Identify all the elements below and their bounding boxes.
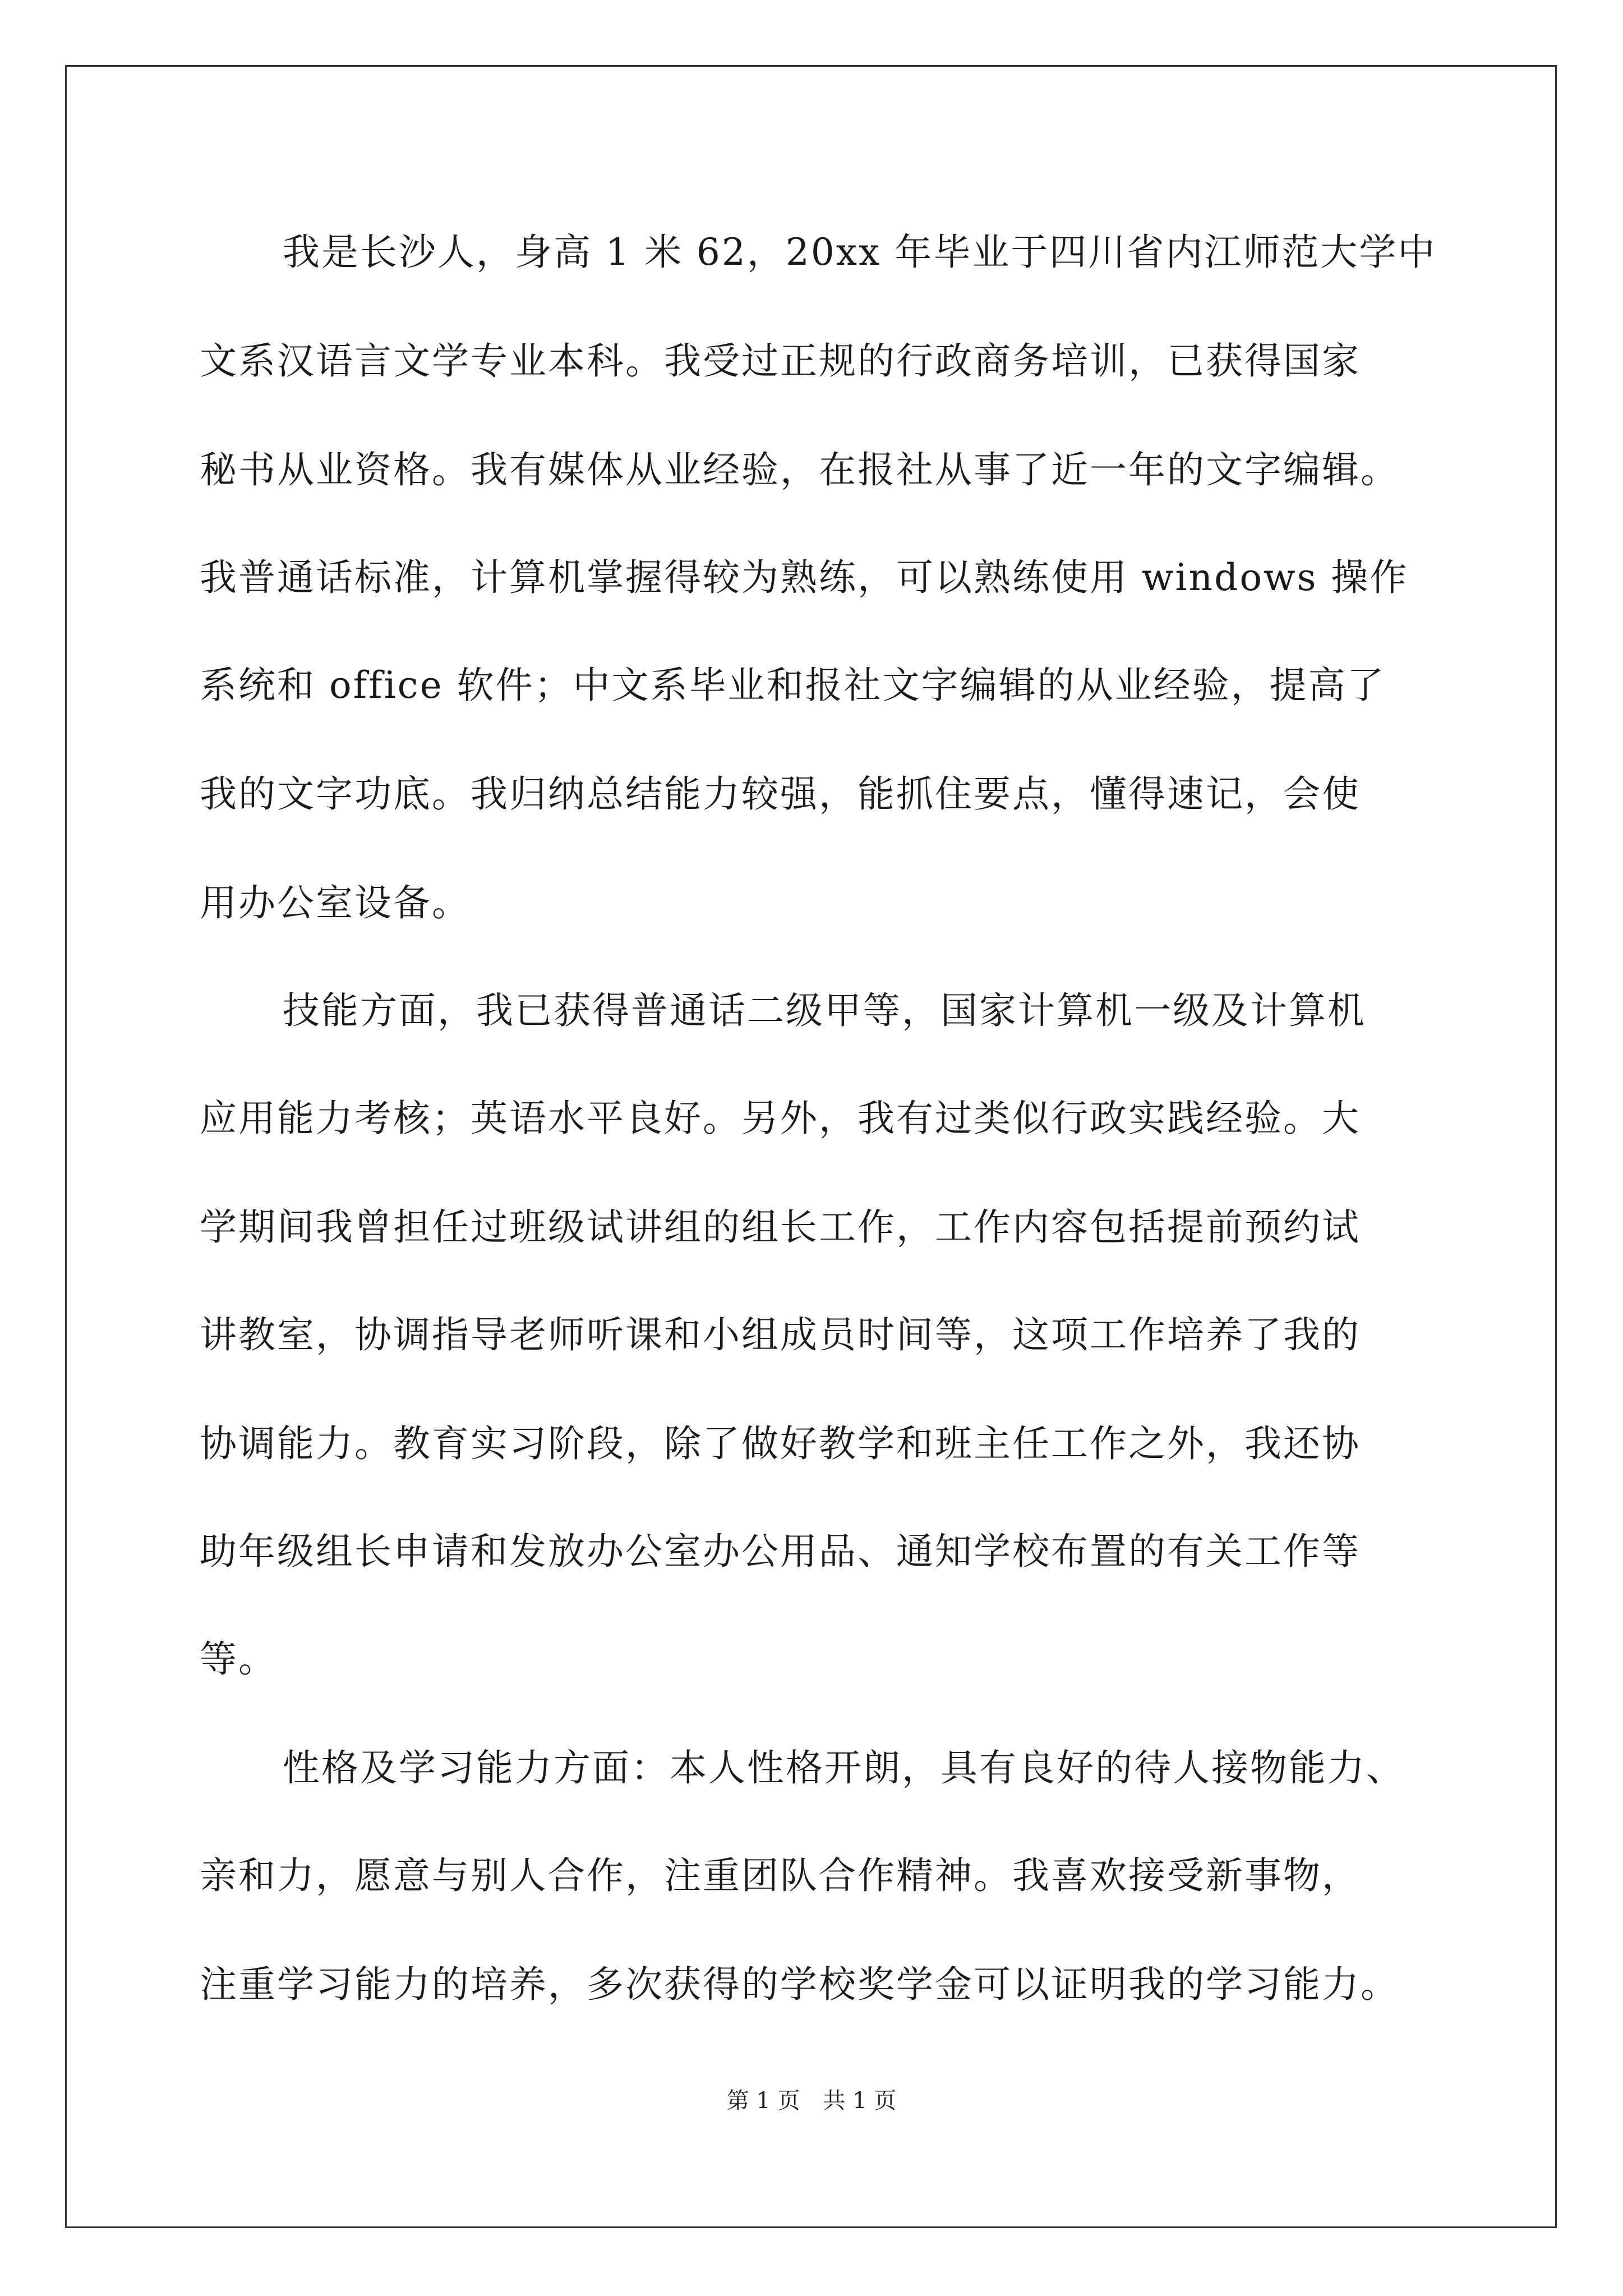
paragraph-3-line-1: 性格及学习能力方面：本人性格开朗，具有良好的待人接物能力、 [283,1746,1405,1789]
paragraph-2-line-7: 等。 [200,1637,277,1681]
paragraph-2-line-3: 学期间我曾担任过班级试讲组的组长工作，工作内容包括提前预约试 [200,1205,1361,1249]
paragraph-1-line-5: 系统和 office 软件；中文系毕业和报社文字编辑的从业经验，提高了 [200,664,1386,707]
paragraph-1-line-2: 文系汉语言文学专业本科。我受过正规的行政商务培训，已获得国家 [200,339,1361,383]
paragraph-2-line-4: 讲教室，协调指导老师听课和小组成员时间等，这项工作培养了我的 [200,1313,1361,1356]
paragraph-2-line-5: 协调能力。教育实习阶段，除了做好教学和班主任工作之外，我还协 [200,1422,1361,1465]
paragraph-1-line-6: 我的文字功底。我归纳总结能力较强，能抓住要点，懂得速记，会使 [200,772,1361,816]
paragraph-1-line-7: 用办公室设备。 [200,881,471,924]
paragraph-1-line-1: 我是长沙人，身高 1 米 62，20xx 年毕业于四川省内江师范大学中 [283,231,1437,274]
paragraph-3-line-3: 注重学习能力的培养，多次获得的学校奖学金可以证明我的学习能力。 [200,1963,1399,2006]
page-footer [0,2087,1623,2115]
page-number-total: 共 1 页 [823,2088,897,2114]
paragraph-2-line-6: 助年级组长申请和发放办公室办公用品、通知学校布置的有关工作等 [200,1530,1361,1573]
page-number-current: 第 1 页 [726,2088,800,2114]
paragraph-2-line-1: 技能方面，我已获得普通话二级甲等，国家计算机一级及计算机 [283,989,1366,1032]
paragraph-2-line-2: 应用能力考核；英语水平良好。另外，我有过类似行政实践经验。大 [200,1097,1361,1140]
paragraph-3-line-2: 亲和力，愿意与别人合作，注重团队合作精神。我喜欢接受新事物， [200,1854,1361,1897]
paragraph-1-line-3: 秘书从业资格。我有媒体从业经验，在报社从事了近一年的文字编辑。 [200,448,1399,491]
paragraph-1-line-4: 我普通话标准，计算机掌握得较为熟练，可以熟练使用 windows 操作 [200,556,1409,599]
page-border [65,65,1557,2228]
